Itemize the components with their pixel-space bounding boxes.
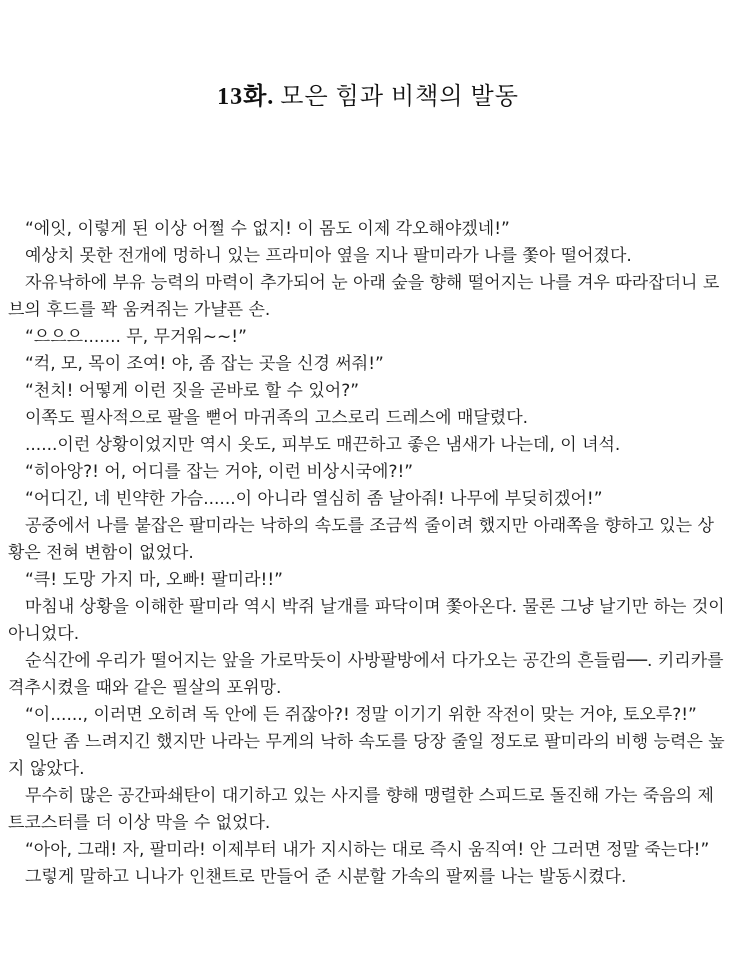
chapter-title-text: 모은 힘과 비책의 발동 <box>280 84 519 110</box>
paragraph: 이쪽도 필사적으로 팔을 뻗어 마귀족의 고스로리 드레스에 매달렸다. <box>25 408 529 428</box>
paragraph: 일단 좀 느려지긴 했지만 나라는 무게의 낙하 속도를 당장 줄일 정도로 팔미라의 비행 능력은 높지 않았다. <box>8 732 725 779</box>
paragraph: “히아앙?! 어, 어디를 잡는 거야, 이런 비상시국에?!” <box>25 462 414 482</box>
paragraph: ......이런 상황이었지만 역시 옷도, 피부도 매끈하고 좋은 냄새가 나는데, 이 녀석. <box>25 435 621 455</box>
paragraph: 마침내 상황을 이해한 팔미라 역시 박쥐 날개를 파닥이며 쫓아온다. 물론 그냥 날기만 하는 것이 아니었다. <box>8 597 725 644</box>
page-title <box>0 0 736 112</box>
chapter-number: 13화. <box>217 84 275 110</box>
paragraph: “어디긴, 네 빈약한 가슴......이 아니라 열심히 좀 날아줘! 나무에 부딪히겠어!” <box>25 489 603 509</box>
paragraph: “큭! 도망 가지 마, 오빠! 팔미라!!” <box>25 570 283 590</box>
paragraph: “이......, 이러면 오히려 독 안에 든 쥐잖아?! 정말 이기기 위한 작전이 맞는 거야, 토오루?!” <box>25 705 697 725</box>
chapter-body <box>0 216 736 891</box>
paragraph: “으으으....... 무, 무거워~~!” <box>25 327 247 347</box>
paragraph: 순식간에 우리가 떨어지는 앞을 가로막듯이 사방팔방에서 다가오는 공간의 흔들림──. 키리카를 격추시켰을 때와 같은 필살의 포위망. <box>8 651 724 698</box>
paragraph: 공중에서 나를 붙잡은 팔미라는 낙하의 속도를 조금씩 줄이려 했지만 아래쪽을 향하고 있는 상황은 전혀 변함이 없었다. <box>8 516 714 563</box>
paragraph: “천치! 어떻게 이런 짓을 곧바로 할 수 있어?” <box>25 381 360 401</box>
paragraph: “컥, 모, 목이 조여! 야, 좀 잡는 곳을 신경 써줘!” <box>25 354 384 374</box>
paragraph: 무수히 많은 공간파쇄탄이 대기하고 있는 사지를 향해 맹렬한 스피드로 돌진해 가는 죽음의 제트코스터를 더 이상 막을 수 없었다. <box>8 786 714 833</box>
paragraph: 그렇게 말하고 니나가 인챈트로 만들어 준 시분할 가속의 팔찌를 나는 발동시켰다. <box>25 867 627 887</box>
paragraph: “에잇, 이렇게 된 이상 어쩔 수 없지! 이 몸도 이제 각오해야겠네!” <box>25 219 510 239</box>
paragraph: 예상치 못한 전개에 멍하니 있는 프라미아 옆을 지나 팔미라가 나를 쫓아 떨어졌다. <box>25 246 632 266</box>
paragraph: “아아, 그래! 자, 팔미라! 이제부터 내가 지시하는 대로 즉시 움직여! 안 그러면 정말 죽는다!” <box>25 840 710 860</box>
paragraph: 자유낙하에 부유 능력의 마력이 추가되어 눈 아래 숲을 향해 떨어지는 나를 겨우 따라잡더니 로브의 후드를 꽉 움켜쥐는 가냘픈 손. <box>8 273 720 320</box>
